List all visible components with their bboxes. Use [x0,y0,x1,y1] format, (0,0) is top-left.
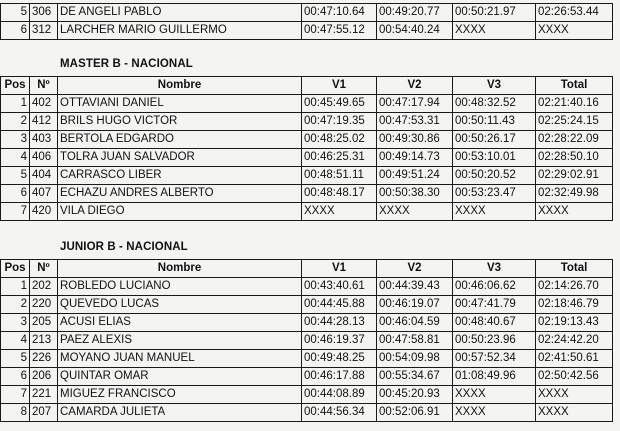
row-bib-number: 404 [30,167,58,185]
row-bib-number: 202 [30,278,58,296]
row-lap-1-time: 00:44:08.89 [302,386,377,404]
row-position: 1 [1,95,30,113]
row-lap-2-time: 00:45:20.93 [377,386,453,404]
row-position: 5 [1,167,30,185]
row-position: 3 [1,131,30,149]
row-lap-3-time: 00:48:40.67 [453,314,536,332]
header-pos: Pos [1,260,30,278]
row-lap-2-time: 00:44:39.43 [377,278,453,296]
row-lap-1-time: 00:46:19.37 [302,332,377,350]
row-bib-number: 205 [30,314,58,332]
row-lap-1-time: 00:47:19.35 [302,113,377,131]
row-lap-2-time: XXXX [377,203,453,221]
row-position: 8 [1,404,30,422]
row-lap-3-time: 00:48:32.52 [453,95,536,113]
row-lap-2-time: 00:49:51.24 [377,167,453,185]
row-athlete-name: DE ANGELI PABLO [58,4,302,22]
row-athlete-name: BERTOLA EDGARDO [58,131,302,149]
table-row [1,404,613,422]
row-lap-2-time: 00:47:58.81 [377,332,453,350]
row-total-time: 02:28:50.10 [536,149,613,167]
table-row [1,368,613,386]
row-lap-3-time: 00:50:20.52 [453,167,536,185]
row-lap-2-time: 00:55:34.67 [377,368,453,386]
row-total-time: XXXX [536,386,613,404]
table-row [1,314,613,332]
row-lap-2-time: 00:49:20.77 [377,4,453,22]
table-row [1,22,613,40]
row-athlete-name: PAEZ ALEXIS [58,332,302,350]
header-name: Nombre [58,77,302,95]
header-v3: V3 [453,260,536,278]
row-bib-number: 213 [30,332,58,350]
table-row [1,4,613,22]
row-lap-2-time: 00:50:38.30 [377,185,453,203]
row-lap-1-time: 00:47:10.64 [302,4,377,22]
previous-category-rows [1,4,613,40]
row-total-time: 02:19:13.43 [536,314,613,332]
row-total-time: 02:28:22.09 [536,131,613,149]
row-lap-1-time: 00:44:28.13 [302,314,377,332]
row-lap-2-time: 00:46:04.59 [377,314,453,332]
row-lap-3-time: 00:50:23.96 [453,332,536,350]
table-row [1,203,613,221]
row-lap-1-time: 00:48:25.02 [302,131,377,149]
row-total-time: 02:29:02.91 [536,167,613,185]
row-athlete-name: MOYANO JUAN MANUEL [58,350,302,368]
row-athlete-name: ECHAZU ANDRES ALBERTO [58,185,302,203]
row-position: 6 [1,22,30,40]
row-position: 6 [1,368,30,386]
row-position: 6 [1,185,30,203]
row-total-time: 02:41:50.61 [536,350,613,368]
row-athlete-name: ROBLEDO LUCIANO [58,278,302,296]
header-name: Nombre [58,260,302,278]
header-num: Nº [30,77,58,95]
row-position: 1 [1,278,30,296]
table-row [1,149,613,167]
row-bib-number: 226 [30,350,58,368]
row-total-time: 02:21:40.16 [536,95,613,113]
row-total-time: 02:18:46.79 [536,296,613,314]
row-bib-number: 407 [30,185,58,203]
row-lap-2-time: 00:54:40.24 [377,22,453,40]
row-lap-3-time: 00:53:23.47 [453,185,536,203]
row-lap-2-time: 00:54:09.98 [377,350,453,368]
previous-category-table [0,3,613,40]
row-position: 5 [1,4,30,22]
row-athlete-name: LARCHER MARIO GUILLERMO [58,22,302,40]
row-athlete-name: CARRASCO LIBER [58,167,302,185]
row-lap-3-time: 00:50:21.97 [453,4,536,22]
row-position: 2 [1,113,30,131]
row-athlete-name: TOLRA JUAN SALVADOR [58,149,302,167]
section-title-master-b: MASTER B - NACIONAL [60,58,193,70]
row-lap-1-time: 00:46:25.31 [302,149,377,167]
row-position: 7 [1,203,30,221]
row-lap-1-time: 00:49:48.25 [302,350,377,368]
header-v2: V2 [377,77,453,95]
table-row [1,278,613,296]
row-lap-3-time: XXXX [453,203,536,221]
row-lap-3-time: 00:57:52.34 [453,350,536,368]
row-bib-number: 221 [30,386,58,404]
header-v3: V3 [453,77,536,95]
row-total-time: 02:24:42.20 [536,332,613,350]
section-title-junior-b: JUNIOR B - NACIONAL [60,241,188,253]
row-bib-number: 206 [30,368,58,386]
row-athlete-name: CAMARDA JULIETA [58,404,302,422]
row-bib-number: 220 [30,296,58,314]
row-position: 4 [1,149,30,167]
row-bib-number: 312 [30,22,58,40]
table-row [1,131,613,149]
row-total-time: XXXX [536,404,613,422]
row-bib-number: 402 [30,95,58,113]
row-lap-1-time: 00:44:45.88 [302,296,377,314]
table-row [1,332,613,350]
header-total: Total [536,260,613,278]
table-header-row [1,260,613,278]
row-lap-3-time: 00:46:06.62 [453,278,536,296]
header-v1: V1 [302,77,377,95]
row-bib-number: 420 [30,203,58,221]
row-position: 5 [1,350,30,368]
row-total-time: 02:32:49.98 [536,185,613,203]
row-athlete-name: MIGUEZ FRANCISCO [58,386,302,404]
row-athlete-name: QUEVEDO LUCAS [58,296,302,314]
table-row [1,185,613,203]
row-lap-3-time: XXXX [453,22,536,40]
row-lap-3-time: 00:53:10.01 [453,149,536,167]
junior-b-rows [1,278,613,422]
row-total-time: XXXX [536,203,613,221]
row-lap-3-time: 01:08:49.96 [453,368,536,386]
row-lap-3-time: 00:47:41.79 [453,296,536,314]
table-row [1,350,613,368]
row-lap-1-time: 00:48:48.17 [302,185,377,203]
row-position: 7 [1,386,30,404]
row-bib-number: 403 [30,131,58,149]
row-total-time: 02:26:53.44 [536,4,613,22]
table-row [1,386,613,404]
row-position: 3 [1,314,30,332]
row-lap-1-time: XXXX [302,203,377,221]
table-header-row [1,77,613,95]
row-lap-2-time: 00:49:14.73 [377,149,453,167]
row-bib-number: 306 [30,4,58,22]
row-lap-3-time: 00:50:11.43 [453,113,536,131]
table-row [1,113,613,131]
row-lap-1-time: 00:45:49.65 [302,95,377,113]
row-lap-2-time: 00:46:19.07 [377,296,453,314]
row-bib-number: 207 [30,404,58,422]
row-lap-1-time: 00:43:40.61 [302,278,377,296]
row-total-time: 02:25:24.15 [536,113,613,131]
row-athlete-name: ACUSI ELIAS [58,314,302,332]
row-lap-1-time: 00:47:55.12 [302,22,377,40]
table-row [1,167,613,185]
row-lap-2-time: 00:47:53.31 [377,113,453,131]
header-v2: V2 [377,260,453,278]
row-lap-1-time: 00:46:17.88 [302,368,377,386]
row-lap-2-time: 00:52:06.91 [377,404,453,422]
row-lap-3-time: XXXX [453,386,536,404]
header-v1: V1 [302,260,377,278]
header-num: Nº [30,260,58,278]
row-position: 2 [1,296,30,314]
header-total: Total [536,77,613,95]
row-lap-1-time: 00:44:56.34 [302,404,377,422]
row-athlete-name: OTTAVIANI DANIEL [58,95,302,113]
row-lap-1-time: 00:48:51.11 [302,167,377,185]
row-athlete-name: BRILS HUGO VICTOR [58,113,302,131]
row-lap-3-time: XXXX [453,404,536,422]
results-table-junior-b [0,259,613,422]
header-pos: Pos [1,77,30,95]
row-lap-3-time: 00:50:26.17 [453,131,536,149]
row-total-time: XXXX [536,22,613,40]
row-lap-2-time: 00:47:17.94 [377,95,453,113]
table-row [1,296,613,314]
row-bib-number: 412 [30,113,58,131]
row-total-time: 02:14:26.70 [536,278,613,296]
table-row [1,95,613,113]
row-position: 4 [1,332,30,350]
row-total-time: 02:50:42.56 [536,368,613,386]
row-athlete-name: VILA DIEGO [58,203,302,221]
row-bib-number: 406 [30,149,58,167]
row-athlete-name: QUINTAR OMAR [58,368,302,386]
results-table-master-b [0,76,613,221]
master-b-rows [1,95,613,221]
row-lap-2-time: 00:49:30.86 [377,131,453,149]
